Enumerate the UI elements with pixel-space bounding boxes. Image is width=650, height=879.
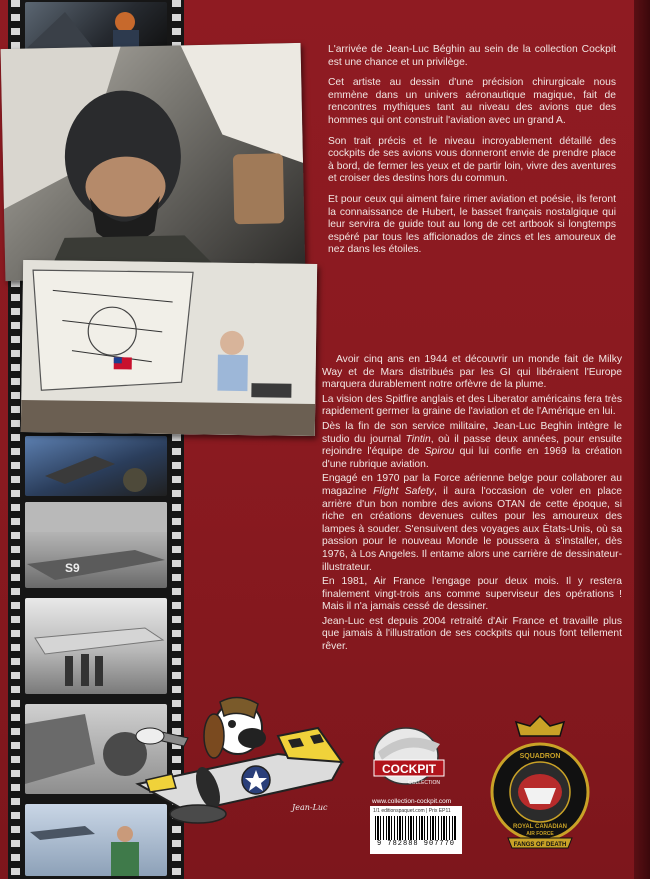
hubert-basset-illustration: [128, 688, 348, 828]
journal-spirou: Spirou: [424, 446, 455, 458]
intro-paragraph-2: Cet artiste au dessin d'une précision chirurgicale nous emmène dans un univers aéronautique magique, fait de rencontres mythiques tant au niveau des avions que des hommes qui ont construit l'aviation avec un grand A.: [328, 77, 616, 126]
photo-pilot-portrait: [1, 43, 306, 281]
website-url: www.collection-cockpit.com: [372, 798, 452, 805]
aircraft-code-label: S9: [65, 561, 80, 575]
bio-paragraph-1: Avoir cinq ans en 1944 et découvrir un monde fait de Milky Way et de Mars distribués par les GI qui libéraient l'Europe marquera durablement notre orfèvre de la plume.: [322, 354, 622, 391]
photo-artist-desk: [21, 260, 317, 436]
intro-text: [328, 44, 616, 265]
magazine-flight-safety: Flight Safety: [373, 485, 434, 497]
badge-air-force: AIR FORCE: [526, 831, 554, 837]
biography-text: [322, 354, 622, 656]
bio-paragraph-4: Engagé en 1970 par la Force aérienne belge pour collaborer au magazine Flight Safety, il aura l'occasion de voler en place arrière d'un bon nombre des avions OTAN de cette époque, si riche en créations devenues cultes pour les amoureux des lampes à souder. S'ensuivent des voyages aux États-Unis, où sa passion pour le nouveau Monde le poussera à s'installer, dès 1976, à Los Angeles. Il entame alors une carrière de dessinateur-illustrateur.: [322, 473, 623, 573]
intro-paragraph-1: L'arrivée de Jean-Luc Béghin au sein de la collection Cockpit est une chance et un privilège.: [328, 44, 616, 68]
film-frame-jets: [25, 436, 167, 496]
book-edge: [634, 0, 650, 879]
cockpit-logo-text: COCKPIT: [382, 762, 436, 776]
barcode: [370, 806, 462, 854]
squadron-badge: [488, 712, 592, 852]
cockpit-logo-subtext: COLLECTION: [408, 780, 440, 786]
badge-top-text: SQUADRON: [519, 753, 561, 760]
film-frame-crew-jet: [25, 598, 167, 694]
film-frame-s9-aircraft: [25, 502, 167, 588]
barcode-price-line: 1/1 editionspaquet.com | Prix EP11: [373, 808, 451, 814]
badge-motto: FANGS OF DEATH: [513, 842, 567, 848]
badge-royal-canadian: ROYAL CANADIAN: [512, 824, 568, 830]
bio-paragraph-3: Dès la fin de son service militaire, Jean-Luc Beghin intègre le studio du journal Tintin, où il passe deux années, pour ensuite rejoindre l'équipe de Spirou qui lui confie en 1969 la création d'une rubrique aviation.: [322, 420, 622, 470]
intro-paragraph-3: Son trait précis et le niveau incroyablement détaillé des cockpits de ses avions vous donneront envie de prendre place à bord, de fermer les yeux et de partir loin, vivre des aventures et croiser des destins hors du commun.: [328, 135, 616, 185]
bio-paragraph-6: Jean-Luc est depuis 2004 retraité d'Air France et travaille plus que jamais à l'illustration de ses cockpits qui nous font tellement rêver.: [322, 615, 622, 653]
intro-paragraph-4: Et pour ceux qui aiment faire rimer aviation et poésie, ils feront la connaissance de Hubert, le basset français nostalgique qui leur servira de guide tout au long de cet artbook si longtemps espéré par tous les afficionados de zincs et les amoureux de nez dans les étoiles.: [328, 193, 616, 256]
cockpit-collection-logo: [370, 722, 450, 792]
artist-signature: Jean-Luc: [292, 803, 328, 812]
bio-paragraph-5: En 1981, Air France l'engage pour deux mois. Il y restera finalement vingt-trois ans comme superviseur des opérations ! Mais il n'a jamais cessé de dessiner.: [322, 576, 622, 613]
barcode-bars: [375, 816, 457, 840]
bio-paragraph-2: La vision des Spitfire anglais et des Liberator américains fera très rapidement germer la graine de l'aviation et de l'Amérique en lui.: [322, 393, 622, 418]
barcode-number: 9 782888 907770: [376, 840, 455, 848]
film-frame-pilot-cockpit: [25, 2, 167, 50]
journal-tintin: Tintin: [405, 433, 431, 445]
